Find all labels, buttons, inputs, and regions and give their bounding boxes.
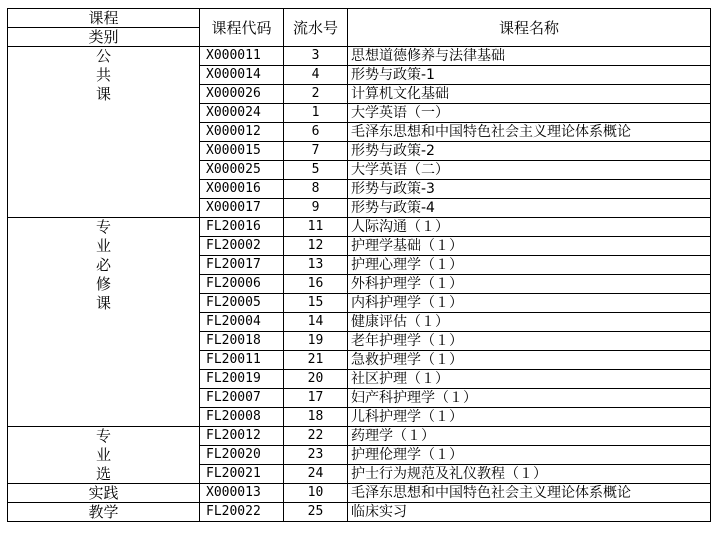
serial-number-cell: 12 xyxy=(284,237,348,256)
table-row xyxy=(8,104,711,123)
table-row xyxy=(8,370,711,389)
course-name-cell: 护理学基础（１） xyxy=(348,237,711,256)
course-name-cell: 急救护理学（１） xyxy=(348,351,711,370)
course-name-cell: 健康评估（１） xyxy=(348,313,711,332)
serial-number-cell: 1 xyxy=(284,104,348,123)
table-row xyxy=(8,123,711,142)
category-cell: 必 xyxy=(8,256,200,275)
course-name-cell: 形势与政策-3 xyxy=(348,180,711,199)
serial-number-cell: 13 xyxy=(284,256,348,275)
course-name-cell: 毛泽东思想和中国特色社会主义理论体系概论 xyxy=(348,123,711,142)
category-cell xyxy=(8,161,200,180)
category-cell xyxy=(8,199,200,218)
course-code-cell: FL20005 xyxy=(200,294,284,313)
course-code-cell: FL20017 xyxy=(200,256,284,275)
table-row xyxy=(8,313,711,332)
course-code-cell: FL20012 xyxy=(200,427,284,446)
category-cell xyxy=(8,408,200,427)
serial-number-cell: 25 xyxy=(284,503,348,522)
course-name-cell: 形势与政策-4 xyxy=(348,199,711,218)
course-name-cell: 护理伦理学（１） xyxy=(348,446,711,465)
table-row xyxy=(8,66,711,85)
course-name-cell: 毛泽东思想和中国特色社会主义理论体系概论 xyxy=(348,484,711,503)
category-cell xyxy=(8,313,200,332)
course-code-cell: X000025 xyxy=(200,161,284,180)
course-code-cell: X000014 xyxy=(200,66,284,85)
course-code-cell: X000012 xyxy=(200,123,284,142)
table-row xyxy=(8,142,711,161)
category-cell: 实践 xyxy=(8,484,200,503)
category-cell xyxy=(8,389,200,408)
table-row xyxy=(8,275,711,294)
serial-number-cell: 2 xyxy=(284,85,348,104)
course-name-cell: 儿科护理学（１） xyxy=(348,408,711,427)
serial-number-cell: 11 xyxy=(284,218,348,237)
course-code-cell: FL20008 xyxy=(200,408,284,427)
serial-number-cell: 14 xyxy=(284,313,348,332)
course-name-cell: 形势与政策-1 xyxy=(348,66,711,85)
table-row xyxy=(8,161,711,180)
table-row xyxy=(8,484,711,503)
category-cell xyxy=(8,180,200,199)
course-name-cell: 内科护理学（１） xyxy=(348,294,711,313)
serial-number-cell: 20 xyxy=(284,370,348,389)
course-name-cell: 外科护理学（１） xyxy=(348,275,711,294)
serial-number-cell: 16 xyxy=(284,275,348,294)
table-row xyxy=(8,408,711,427)
category-cell: 教学 xyxy=(8,503,200,522)
header-course-code: 课程代码 xyxy=(200,9,284,47)
serial-number-cell: 7 xyxy=(284,142,348,161)
course-code-cell: FL20016 xyxy=(200,218,284,237)
course-code-cell: FL20018 xyxy=(200,332,284,351)
table-row xyxy=(8,465,711,484)
serial-number-cell: 8 xyxy=(284,180,348,199)
course-code-cell: X000017 xyxy=(200,199,284,218)
course-code-cell: FL20006 xyxy=(200,275,284,294)
table-row xyxy=(8,389,711,408)
course-code-cell: FL20002 xyxy=(200,237,284,256)
serial-number-cell: 6 xyxy=(284,123,348,142)
course-name-cell: 形势与政策-2 xyxy=(348,142,711,161)
category-cell: 业 xyxy=(8,446,200,465)
course-name-cell: 社区护理（１） xyxy=(348,370,711,389)
course-code-cell: FL20007 xyxy=(200,389,284,408)
course-name-cell: 临床实习 xyxy=(348,503,711,522)
table-row xyxy=(8,503,711,522)
serial-number-cell: 4 xyxy=(284,66,348,85)
header-category-line1: 课程 xyxy=(8,9,200,28)
serial-number-cell: 17 xyxy=(284,389,348,408)
course-name-cell: 大学英语（一） xyxy=(348,104,711,123)
course-name-cell: 护士行为规范及礼仪教程（１） xyxy=(348,465,711,484)
course-code-cell: FL20004 xyxy=(200,313,284,332)
category-cell: 修 xyxy=(8,275,200,294)
course-code-cell: X000026 xyxy=(200,85,284,104)
serial-number-cell: 24 xyxy=(284,465,348,484)
header-serial-number: 流水号 xyxy=(284,9,348,47)
serial-number-cell: 19 xyxy=(284,332,348,351)
course-name-cell: 大学英语（二） xyxy=(348,161,711,180)
course-name-cell: 计算机文化基础 xyxy=(348,85,711,104)
course-code-cell: X000024 xyxy=(200,104,284,123)
category-cell xyxy=(8,104,200,123)
category-cell xyxy=(8,123,200,142)
category-cell: 公 xyxy=(8,47,200,66)
table-row xyxy=(8,446,711,465)
category-cell xyxy=(8,142,200,161)
course-code-cell: X000013 xyxy=(200,484,284,503)
serial-number-cell: 23 xyxy=(284,446,348,465)
category-cell: 业 xyxy=(8,237,200,256)
table-row xyxy=(8,237,711,256)
course-code-cell: X000015 xyxy=(200,142,284,161)
course-code-cell: FL20021 xyxy=(200,465,284,484)
course-name-cell: 妇产科护理学（１） xyxy=(348,389,711,408)
header-course-name: 课程名称 xyxy=(348,9,711,47)
category-cell: 课 xyxy=(8,294,200,313)
category-cell xyxy=(8,332,200,351)
serial-number-cell: 10 xyxy=(284,484,348,503)
serial-number-cell: 3 xyxy=(284,47,348,66)
serial-number-cell: 21 xyxy=(284,351,348,370)
category-cell: 选 xyxy=(8,465,200,484)
course-code-cell: X000011 xyxy=(200,47,284,66)
course-name-cell: 老年护理学（１） xyxy=(348,332,711,351)
table-row xyxy=(8,256,711,275)
category-cell: 专 xyxy=(8,427,200,446)
course-code-cell: X000016 xyxy=(200,180,284,199)
table-row xyxy=(8,427,711,446)
course-name-cell: 人际沟通（１） xyxy=(348,218,711,237)
course-name-cell: 护理心理学（１） xyxy=(348,256,711,275)
table-row xyxy=(8,85,711,104)
course-code-cell: FL20011 xyxy=(200,351,284,370)
serial-number-cell: 18 xyxy=(284,408,348,427)
category-cell xyxy=(8,351,200,370)
course-code-cell: FL20020 xyxy=(200,446,284,465)
table-header xyxy=(8,9,711,47)
table-body xyxy=(8,47,711,522)
table-row xyxy=(8,332,711,351)
table-row xyxy=(8,218,711,237)
course-name-cell: 思想道德修养与法律基础 xyxy=(348,47,711,66)
table-row xyxy=(8,351,711,370)
category-cell: 专 xyxy=(8,218,200,237)
serial-number-cell: 15 xyxy=(284,294,348,313)
serial-number-cell: 22 xyxy=(284,427,348,446)
course-code-cell: FL20022 xyxy=(200,503,284,522)
header-category-line2: 类别 xyxy=(8,28,200,47)
table-row xyxy=(8,294,711,313)
serial-number-cell: 9 xyxy=(284,199,348,218)
category-cell xyxy=(8,370,200,389)
category-cell: 共 xyxy=(8,66,200,85)
course-code-cell: FL20019 xyxy=(200,370,284,389)
course-name-cell: 药理学（１） xyxy=(348,427,711,446)
serial-number-cell: 5 xyxy=(284,161,348,180)
table-row xyxy=(8,180,711,199)
table-row xyxy=(8,47,711,66)
course-table xyxy=(7,8,711,522)
category-cell: 课 xyxy=(8,85,200,104)
table-row xyxy=(8,199,711,218)
